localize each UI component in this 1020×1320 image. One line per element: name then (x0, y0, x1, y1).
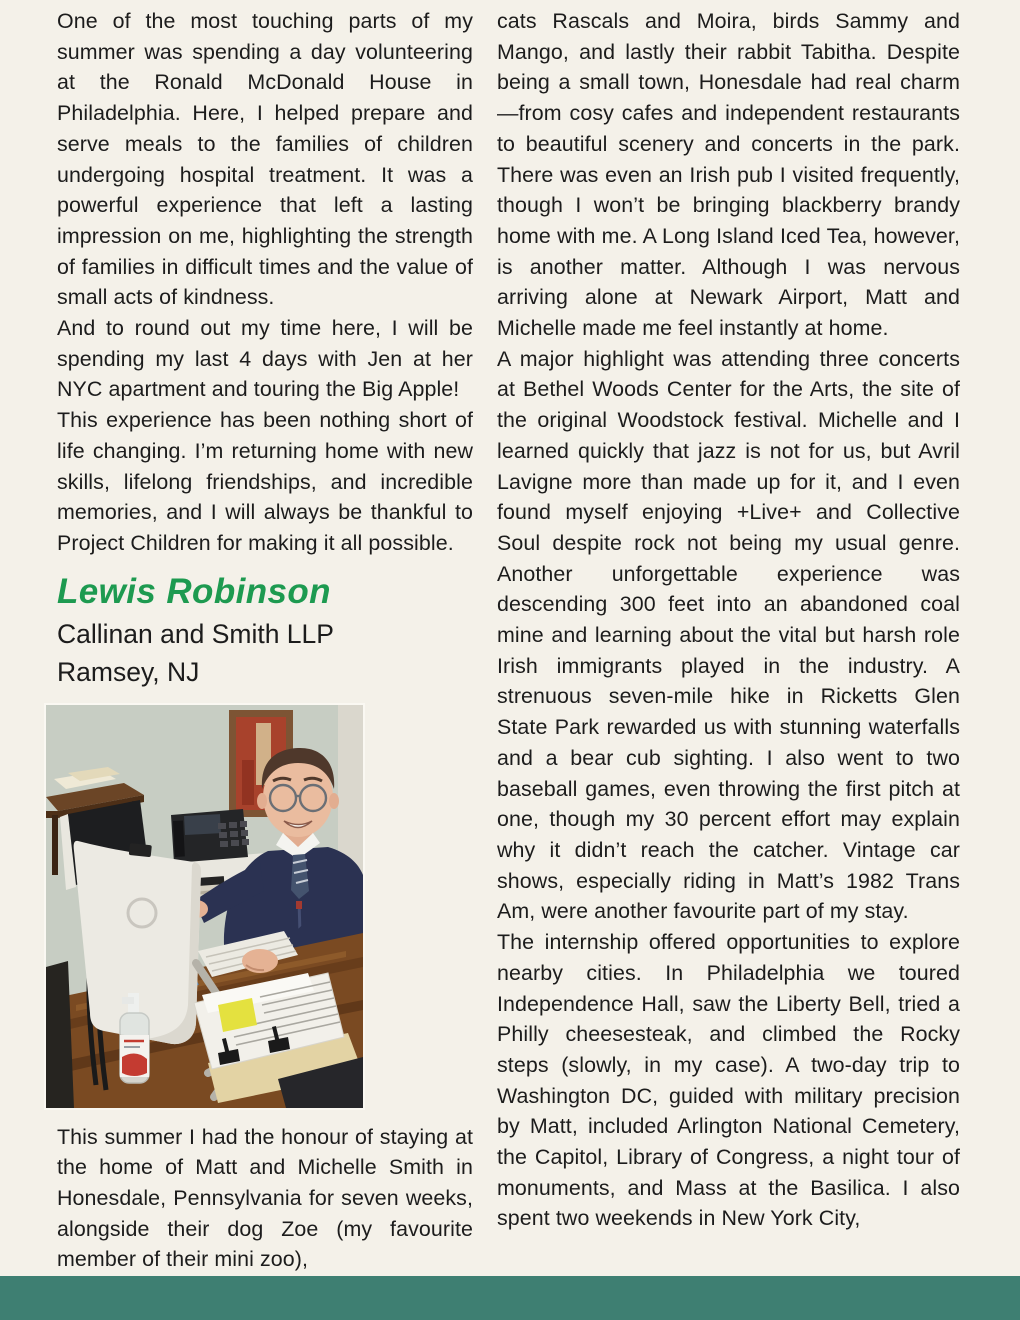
footer-bar (0, 1276, 1020, 1320)
profile-photo (46, 705, 363, 1108)
author-firm: Callinan and Smith LLP (57, 618, 334, 649)
story-paragraph: cats Rascals and Moira, birds Sammy and Mango, and lastly their rabbit Tabitha. Despite being a small town, Honesdale had real charm —from cosy cafes and independent restaurants to beautiful scenery and concerts in the park. There was even an Irish pub I visited frequently, though I won’t be bringing blackberry brandy home with me. A Long Island Iced Tea, however, is another matter. Although I was nervous arriving alone at Newark Airport, Matt and Michelle made me feel instantly at home. (497, 9, 960, 341)
story-paragraph: This experience has been nothing short of life changing. I’m returning home with new skills, lifelong friendships, and incredible memories, and I will always be thankful to Project Children for making it all possible. (57, 408, 473, 555)
left-column (57, 6, 473, 1275)
story-paragraph: The internship offered opportunities to explore nearby cities. In Philadelphia we toured Independence Hall, saw the Liberty Bell, tried a Philly cheesesteak, and climbed the Rocky steps (slowly, in my case). A two-day trip to Washington DC, guided with military precision by Matt, included Arlington National Cemetery, the Capitol, Library of Congress, a night tour of monuments, and Mass at the Basilica. I also spent two weekends in New York City, (497, 930, 960, 1231)
author-name: Lewis Robinson (57, 571, 331, 611)
story-paragraph: One of the most touching parts of my summer was spending a day volunteering at the Ronald McDonald House in Philadelphia. Here, I helped prepare and serve meals to the families of children undergoing hospital treatment. It was a powerful experience that left a lasting impression on me, highlighting the strength of families in difficult times and the value of small acts of kindness. (57, 9, 473, 310)
author-location: Ramsey, NJ (57, 656, 200, 687)
right-column (497, 6, 960, 1275)
story-paragraph: And to round out my time here, I will be spending my last 4 days with Jen at her NYC apartment and touring the Big Apple! (57, 316, 473, 402)
story-paragraph: A major highlight was attending three concerts at Bethel Woods Center for the Arts, the site of the original Woodstock festival. Michelle and I learned quickly that jazz is not for us, but Avril Lavigne more than made up for it, and I even found myself enjoying +Live+ and Collective Soul despite rock not being my usual genre. Another unforgettable experience was descending 300 feet into an abandoned coal mine and learning about the vital but harsh role Irish immigrants played in the industry. A strenuous seven-mile hike in Ricketts Glen State Park rewarded us with stunning waterfalls and a bear cub sighting. I also went to two baseball games, even throwing the first pitch at one, though my 30 percent effort may explain why it didn’t reach the catcher. Vintage car shows, especially riding in Matt’s 1982 Trans Am, were another favourite part of my stay. (497, 346, 960, 924)
desk-phone-icon (171, 809, 249, 863)
webcam-clip-icon (129, 843, 152, 857)
story-paragraph: This summer I had the honour of staying at the home of Matt and Michelle Smith in Honesdale, Pennsylvania for seven weeks, alongside their dog Zoe (my favourite member of their mini zoo), (57, 1124, 473, 1272)
